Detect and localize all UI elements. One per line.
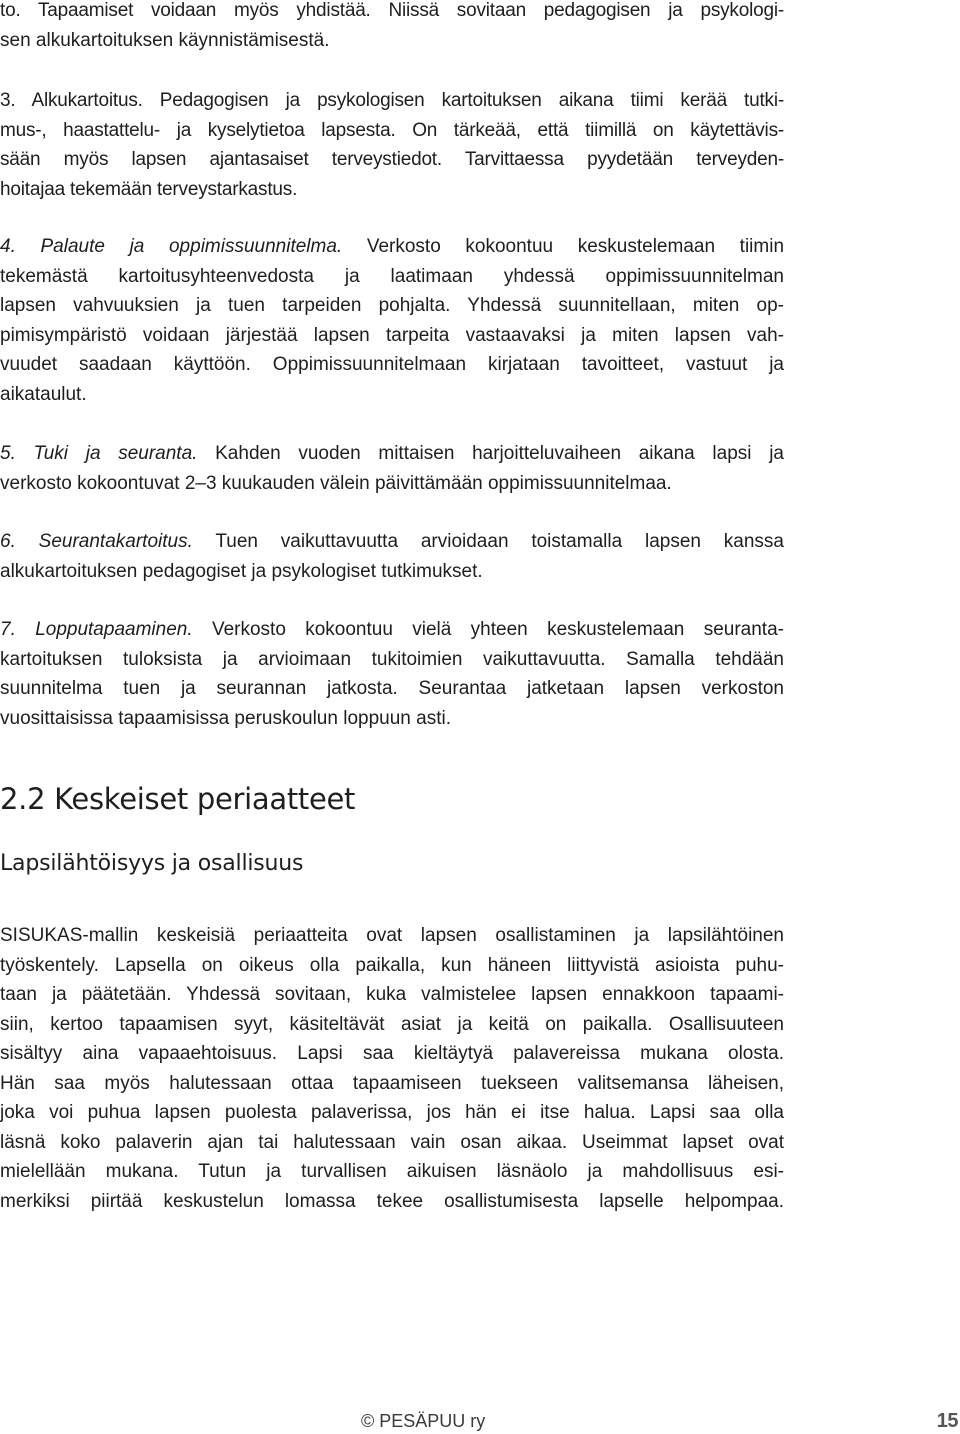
text-line: alkukartoituksen pedagogiset ja psykologiset tutkimukset.: [0, 560, 483, 582]
text-line: taan ja päätetään. Yhdessä sovitaan, kuka valmistelee lapsen ennakkoon tapaami-: [0, 984, 784, 1005]
text-line: merkiksi piirtää keskustelun lomassa tekee osallistumisesta lapselle helpompaa.: [0, 1190, 784, 1212]
text-line: siin, kertoo tapaamisen syyt, käsiteltävät asiat ja keitä on paikalla. Osallisuuteen: [0, 1013, 784, 1035]
text-line: Hän saa myös halutessaan ottaa tapaamiseen tuekseen valitsemansa läheisen,: [0, 1072, 784, 1094]
text-line: [0, 232, 784, 262]
text-line: lapsen vahvuuksien ja tuen tarpeiden pohjalta. Yhdessä suunnitellaan, miten op-: [0, 295, 784, 316]
text-line: [0, 615, 784, 645]
step-6-title: 6. Seurantakartoitus.: [0, 531, 193, 552]
step-5-paragraph: [0, 439, 784, 498]
step-4-title: 4. Palaute ja oppimissuunnitelma.: [0, 236, 343, 257]
text-line: mielellään mukana. Tutun ja turvallisen aikuisen läsnäolo ja mahdollisuus esi-: [0, 1161, 784, 1182]
text-line: läsnä koko palaverin ajan tai halutessaan vain osan aikaa. Useimmat lapset ovat: [0, 1131, 784, 1153]
step-7-title: 7. Lopputapaaminen.: [0, 619, 193, 640]
text-line: SISUKAS-mallin keskeisiä periaatteita ovat lapsen osallistaminen ja lapsilähtöinen: [0, 925, 784, 946]
step-3-paragraph: [0, 86, 784, 204]
section-body-paragraph: [0, 921, 784, 1216]
section-heading: 2.2 Keskeiset periaatteet: [0, 782, 356, 816]
text-line: sään myös lapsen ajantasaiset terveystiedot. Tarvittaessa pyydetään terveyden-: [0, 149, 784, 170]
text-line: pimisympäristö voidaan järjestää lapsen tarpeita vastaavaksi ja miten lapsen vah-: [0, 324, 784, 346]
text-line: vuosittaisissa tapaamisissa peruskoulun loppuun asti.: [0, 707, 451, 729]
text-line: sen alkukartoituksen käynnistämisestä.: [0, 29, 330, 51]
page-number: 15: [936, 1410, 958, 1432]
step-5-text: Kahden vuoden mittaisen harjoitteluvaiheen aikana lapsi ja: [197, 443, 784, 464]
step-6-paragraph: [0, 527, 784, 586]
step-7-paragraph: [0, 615, 784, 733]
text-line: to. Tapaamiset voidaan myös yhdistää. Niissä sovitaan pedagogisen ja psykologi-: [0, 0, 784, 21]
footer-copyright: © PESÄPUU ry: [361, 1411, 486, 1431]
intro-paragraph: [0, 0, 784, 55]
step-4-text: Verkosto kokoontuu keskustelemaan tiimin: [342, 236, 785, 257]
text-line: sisältyy aina vapaaehtoisuus. Lapsi saa kieltäytyä palavereissa mukana olosta.: [0, 1043, 784, 1064]
text-line: [0, 439, 784, 469]
text-line: verkosto kokoontuvat 2–3 kuukauden välein päivittämään oppimissuunnitelmaa.: [0, 472, 672, 494]
text-line: hoitajaa tekemään terveystarkastus.: [0, 178, 298, 200]
text-line: mus-, haastattelu- ja kyselytietoa lapsesta. On tärkeää, että tiimillä on käytettävis-: [0, 119, 784, 141]
step-4-paragraph: [0, 232, 784, 409]
text-line: [0, 527, 784, 557]
step-6-text: Tuen vaikuttavuutta arvioidaan toistamalla lapsen kanssa: [192, 531, 784, 552]
text-line: vuudet saadaan käyttöön. Oppimissuunnitelmaan kirjataan tavoitteet, vastuut ja: [0, 354, 784, 375]
step-7-text: Verkosto kokoontuu vielä yhteen keskustelemaan seuranta-: [192, 619, 784, 640]
section-subheading: Lapsilähtöisyys ja osallisuus: [0, 851, 304, 876]
step-5-title: 5. Tuki ja seuranta.: [0, 443, 198, 464]
text-line: tekemästä kartoitusyhteenvedosta ja laatimaan yhdessä oppimissuunnitelman: [0, 265, 784, 287]
text-line: joka voi puhua lapsen puolesta palaverissa, jos hän ei itse halua. Lapsi saa olla: [0, 1102, 784, 1123]
text-line: suunnitelma tuen ja seurannan jatkosta. Seurantaa jatketaan lapsen verkoston: [0, 678, 784, 699]
text-line: kartoituksen tuloksista ja arvioimaan tukitoimien vaikuttavuutta. Samalla tehdään: [0, 648, 784, 670]
text-line: aikataulut.: [0, 383, 87, 405]
text-line: työskentely. Lapsella on oikeus olla paikalla, kun häneen liittyvistä asioista puhu-: [0, 954, 784, 976]
text-line: 3. Alkukartoitus. Pedagogisen ja psykologisen kartoituksen aikana tiimi kerää tutki-: [0, 90, 784, 111]
